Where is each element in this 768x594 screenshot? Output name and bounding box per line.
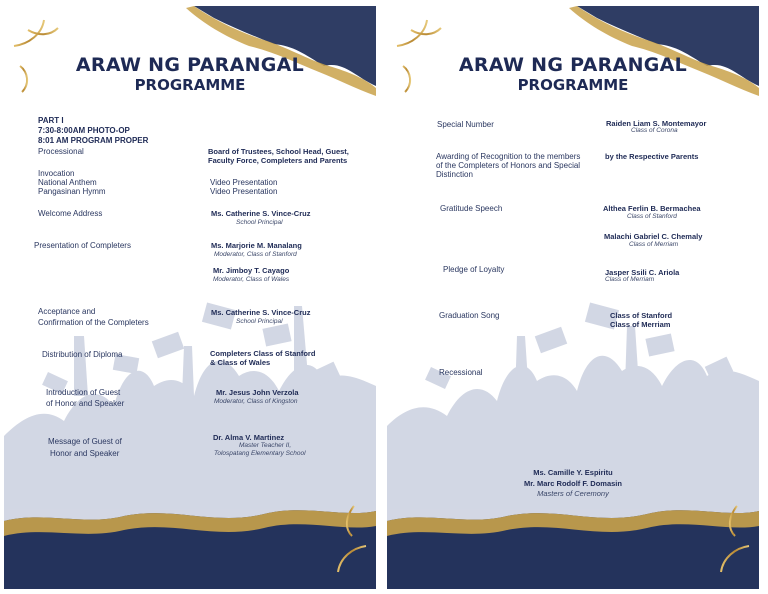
pledge-leader: Jasper Ssili C. Ariola xyxy=(605,268,680,277)
page-subtitle: PROGRAMME xyxy=(517,76,629,94)
recessional-label: Recessional xyxy=(439,368,483,377)
program-proper-time: 8:01 AM PROGRAM PROPER xyxy=(38,136,149,145)
page-title: ARAW NG PARANGAL xyxy=(458,54,688,76)
part-label: PART I xyxy=(38,116,64,125)
page-title: ARAW NG PARANGAL xyxy=(75,54,305,76)
special-number-label: Special Number xyxy=(437,120,494,129)
graduates-silhouette xyxy=(4,302,376,546)
diploma-by: Completers Class of Stanford xyxy=(210,349,316,358)
gratitude-speaker-1-role: Class of Stanford xyxy=(627,213,677,220)
introduction-label: Introduction of Guest xyxy=(46,388,121,397)
awarding-label: Awarding of Recognition to the members xyxy=(436,152,581,161)
pledge-leader-role: Class of Merriam xyxy=(605,276,655,283)
acceptance-label: Acceptance and xyxy=(38,307,96,316)
pangasinan-hymm-label: Pangasinan Hymm xyxy=(38,187,106,196)
pledge-label: Pledge of Loyalty xyxy=(443,265,505,274)
diploma-by-2: & Class of Wales xyxy=(210,358,271,367)
emcees-role: Masters of Ceremony xyxy=(537,489,609,498)
graduation-song-label: Graduation Song xyxy=(439,311,500,320)
guest-speaker-school: Tolospatang Elementary School xyxy=(214,450,306,457)
presentation-moderator-1: Ms. Marjorie M. Manalang xyxy=(211,241,302,250)
programme-page-1 xyxy=(4,6,376,589)
graduation-song-by: Class of Stanford xyxy=(610,311,673,320)
presentation-moderator-2: Mr. Jimboy T. Cayago xyxy=(213,266,290,275)
emcee-2: Mr. Marc Rodolf F. Domasin xyxy=(524,479,622,488)
gratitude-speaker-2-role: Class of Merriam xyxy=(629,241,679,248)
gratitude-label: Gratitude Speech xyxy=(440,204,503,213)
invocation-label: Invocation xyxy=(38,169,75,178)
processional-by: Board of Trustees, School Head, Guest, xyxy=(208,147,349,156)
gratitude-speaker-2: Malachi Gabriel C. Chemaly xyxy=(604,232,703,241)
presentation-label: Presentation of Completers xyxy=(34,241,131,250)
introduction-speaker-role: Moderator, Class of Kingston xyxy=(214,398,298,405)
awarding-label-3: Distinction xyxy=(436,170,473,179)
graduates-silhouette-2 xyxy=(387,302,759,546)
presentation-moderator-2-role: Moderator, Class of Wales xyxy=(213,276,290,283)
special-number-performer-role: Class of Corona xyxy=(631,127,678,134)
awarding-by: by the Respective Parents xyxy=(605,152,699,161)
acceptance-speaker: Ms. Catherine S. Vince-Cruz xyxy=(211,308,311,317)
welcome-speaker: Ms. Catherine S. Vince-Cruz xyxy=(211,209,311,218)
processional-label: Processional xyxy=(38,147,84,156)
national-anthem-label: National Anthem xyxy=(38,178,97,187)
awarding-label-2: of the Completers of Honors and Special xyxy=(436,161,581,170)
emcee-1: Ms. Camille Y. Espiritu xyxy=(533,468,613,477)
programme-page-2 xyxy=(387,6,759,589)
guest-speaker: Dr. Alma V. Martinez xyxy=(213,433,285,442)
message-label: Message of Guest of xyxy=(48,437,122,446)
page-subtitle: PROGRAMME xyxy=(134,76,246,94)
photo-op-time: 7:30-8:00AM PHOTO-OP xyxy=(38,126,130,135)
introduction-speaker: Mr. Jesus John Verzola xyxy=(216,388,299,397)
video-presentation-2: Video Presentation xyxy=(210,187,278,196)
acceptance-label-2: Confirmation of the Completers xyxy=(38,318,149,327)
message-label-2: Honor and Speaker xyxy=(50,449,120,458)
introduction-label-2: of Honor and Speaker xyxy=(46,399,125,408)
gratitude-speaker-1: Althea Ferlin B. Bermachea xyxy=(603,204,701,213)
special-number-performer: Raiden Liam S. Montemayor xyxy=(606,119,707,128)
graduation-song-by-2: Class of Merriam xyxy=(610,320,671,329)
diploma-label: Distribution of Diploma xyxy=(42,350,123,359)
acceptance-speaker-role: School Principal xyxy=(236,318,283,325)
guest-speaker-role: Master Teacher II, xyxy=(239,442,292,449)
processional-by-2: Faculty Force, Completers and Parents xyxy=(208,156,348,165)
welcome-speaker-role: School Principal xyxy=(236,219,283,226)
video-presentation-1: Video Presentation xyxy=(210,178,278,187)
presentation-moderator-1-role: Moderator, Class of Stanford xyxy=(214,251,297,258)
welcome-address-label: Welcome Address xyxy=(38,209,103,218)
